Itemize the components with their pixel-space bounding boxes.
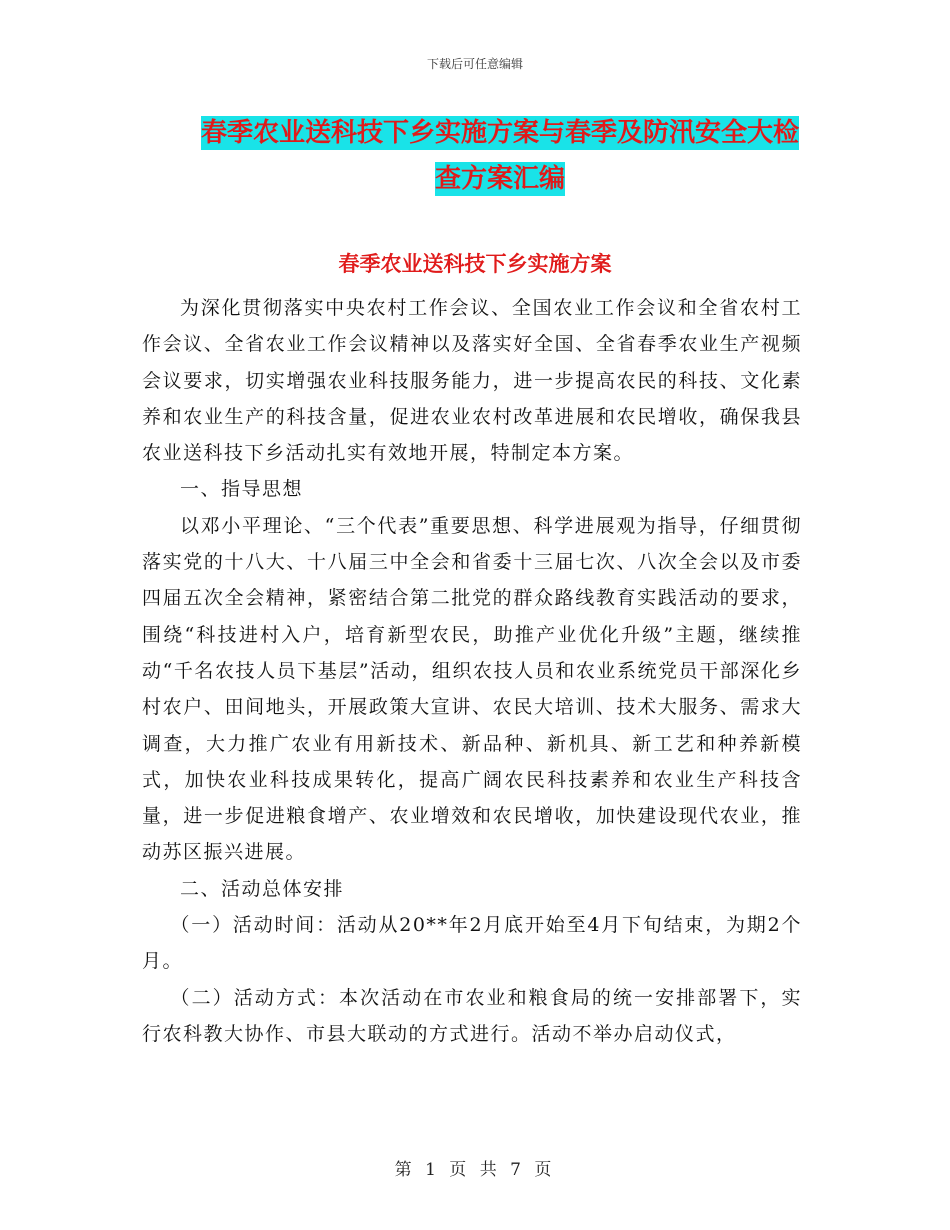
paragraph-guiding-thought: 以邓小平理论、“三个代表”重要思想、科学进展观为指导，仔细贯彻落实党的十八大、十八届三中全会和省委十三届七次、八次全会以及市委四届五次全会精神，紧密结合第二批党的群众路线教育实践活动的要求，围绕“科技进村入户，培育新型农民，助推产业优化升级”主题，继续推动“千名农技人员下基层”活动，组织农技人员和农业系统党员干部深化乡村农户、田间地头，开展政策大宣讲、农民大培训、技术大服务、需求大调查，大力推广农业有用新技术、新品种、新机具、新工艺和种养新模式，加快农业科技成果转化，提高广阔农民科技素养和农业生产科技含量，进一步促进粮食增产、农业增效和农民增收，加快建设现代农业，推动苏区振兴进展。 bbox=[142, 514, 802, 864]
document-title-line-1: 春季农业送科技下乡实施方案与春季及防汛安全大检 bbox=[200, 118, 799, 148]
paragraph-intro: 为深化贯彻落实中央农村工作会议、全国农业工作会议和全省农村工作会议、全省农业工作会议精神以及落实好全国、全省春季农业生产视频会议要求，切实增强农业科技服务能力，进一步提高农民的科技、文化素养和农业生产的科技含量，促进农业农村改革进展和农民增收，确保我县农业送科技下乡活动扎实有效地开展，特制定本方案。 bbox=[142, 297, 802, 465]
header-note: 下载后可任意编辑 bbox=[426, 57, 523, 71]
paragraph-activity-time: （一）活动时间：活动从20**年2月底开始至4月下旬结束，为期2个月。 bbox=[142, 914, 802, 973]
document-body bbox=[142, 290, 802, 1052]
paragraph-activity-method: （二）活动方式：本次活动在市农业和粮食局的统一安排部署下，实行农科教大协作、市县大联动的方式进行。活动不举办启动仪式， bbox=[142, 986, 802, 1045]
heading-guiding-thought: 一、指导思想 bbox=[180, 478, 304, 501]
document-title-line-2: 查方案汇编 bbox=[434, 164, 565, 194]
document-title bbox=[140, 110, 860, 202]
section-title: 春季农业送科技下乡实施方案 bbox=[338, 252, 612, 276]
page-number: 第 1 页 共 7 页 bbox=[394, 1160, 556, 1180]
heading-overall-arrangement: 二、活动总体安排 bbox=[180, 877, 345, 900]
